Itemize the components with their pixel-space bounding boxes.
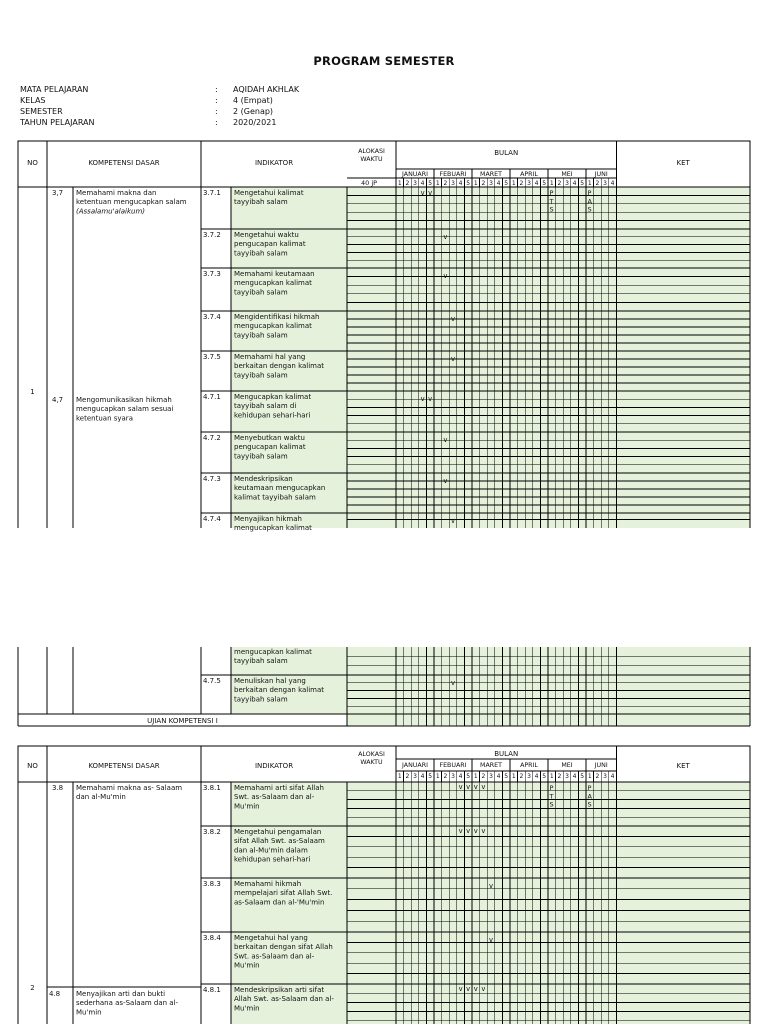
header-week: 3 (603, 773, 607, 780)
header-no: NO (27, 762, 38, 770)
header-jp: 40 jP (361, 179, 378, 187)
meta-value: 2020/2021 (233, 118, 277, 127)
indicator-code: 4.8.1 (203, 986, 221, 994)
meta-key: KELAS (20, 96, 46, 105)
header-week: 4 (610, 180, 615, 187)
check-mark: v (473, 783, 478, 791)
check-mark: v (428, 189, 433, 197)
indicator-text: berkaitan dengan sifat Allah (234, 943, 333, 952)
indicator-text: Mengetahui hal yang (234, 934, 308, 942)
check-mark: v (458, 827, 463, 835)
indicator-text: tayyibah salam (234, 331, 288, 340)
indicator-text: tayyibah salam (234, 198, 288, 207)
pts-letter: P (549, 784, 554, 792)
check-mark: v (458, 783, 463, 791)
header-week: 3 (451, 180, 455, 187)
check-mark: v (466, 985, 471, 993)
indicator-text: Allah Swt. as-Salaam dan al- (234, 995, 334, 1004)
header-week: 5 (542, 773, 547, 780)
header-week: 5 (428, 180, 433, 187)
meta-key: TAHUN PELAJARAN (20, 118, 95, 127)
indicator-text: dan al-Mu'min dalam (234, 846, 308, 855)
pas-letter: S (587, 205, 592, 214)
indicator-text: tayyibah salam (234, 657, 288, 666)
header-week: 4 (458, 773, 463, 780)
indicator-text: tayyibah salam di (234, 402, 297, 411)
indicator-text: mempelajari sifat Allah Swt. (234, 889, 333, 898)
kd-text: Menyajikan arti dan bukti (76, 990, 166, 998)
header-week: 5 (580, 180, 585, 187)
kd-text: mengucapkan salam sesuai (76, 405, 174, 414)
header-week: 5 (428, 773, 433, 780)
indicator-text: Menyebutkan waktu (234, 434, 305, 442)
indicator-text: tayyibah salam (234, 288, 288, 297)
pas-letter: P (587, 784, 592, 792)
header-week: 1 (511, 180, 516, 187)
indicator-code: 3.7.5 (203, 353, 221, 361)
header-waktu: WAKTU (360, 759, 383, 766)
pts-letter: S (549, 800, 554, 809)
header-week: 5 (466, 773, 471, 780)
indicator-code: 4.7.3 (203, 475, 221, 483)
indicator-text: Mu'min (234, 1004, 260, 1013)
indicator-code: 4.7.1 (203, 393, 221, 401)
pas-letter: S (587, 800, 592, 809)
pts-letter: P (549, 189, 554, 197)
indicator-text: Memahami arti sifat Allah (234, 784, 324, 792)
kd-text: Mengomunikasikan hikmah (76, 396, 172, 404)
header-month: MARET (480, 171, 502, 178)
indicator-text: tayyibah salam (234, 249, 288, 258)
header-week: 2 (519, 773, 524, 780)
indicator-text: Mengetahui kalimat (234, 189, 304, 197)
indicator-text: Menyajikan hikmah (234, 515, 302, 523)
indicator-text: mengucapkan kalimat (234, 524, 312, 533)
indicator-code: 3.7.2 (203, 231, 221, 239)
indicator-code: 3.8.2 (203, 828, 221, 836)
header-week: 4 (534, 180, 539, 187)
indicator-text: tayyibah salam (234, 695, 288, 704)
kd-text: Memahami makna as- Salaam (76, 784, 183, 792)
header-week: 1 (587, 180, 592, 187)
check-mark: v (443, 436, 448, 444)
indicator-text: Mu'min (234, 802, 260, 811)
header-month: JUNI (594, 171, 608, 178)
pts-letter: T (549, 792, 554, 801)
header-week: 1 (549, 773, 554, 780)
indicator-text: tayyibah salam (234, 452, 288, 461)
header-month: FEBUARI (439, 762, 467, 769)
check-mark: v (450, 355, 456, 363)
header-week: 3 (565, 180, 569, 187)
check-mark: v (473, 985, 478, 993)
indicator-text: kehidupan sehari-hari (234, 855, 311, 864)
header-week: 1 (435, 773, 440, 780)
header-week: 2 (557, 773, 562, 780)
header-week: 3 (527, 773, 531, 780)
header-bulan: BULAN (494, 149, 519, 157)
header-week: 5 (542, 180, 547, 187)
meta-key: MATA PELAJARAN (20, 85, 89, 94)
check-mark: v (420, 395, 425, 403)
header-week: 1 (473, 180, 478, 187)
indicator-code: 4.7.2 (203, 434, 221, 442)
check-mark: v (450, 315, 456, 323)
header-waktu: WAKTU (360, 156, 383, 163)
header-month: FEBUARI (439, 171, 467, 178)
header-bulan: BULAN (494, 750, 519, 758)
header-alokasi: ALOKASI (358, 148, 385, 155)
meta-value: AQIDAH AKHLAK (233, 85, 300, 94)
check-mark: v (450, 517, 456, 525)
header-month: JANUARI (402, 171, 428, 178)
meta-colon: : (215, 107, 218, 116)
kd-text: (Assalamu'alaikum) (76, 207, 146, 216)
header-week: 5 (504, 773, 509, 780)
indicator-code: 4.7.4 (203, 515, 221, 523)
indicator-text: tayyibah salam (234, 371, 288, 380)
header-week: 5 (466, 180, 471, 187)
header-week: 3 (565, 773, 569, 780)
check-mark: v (443, 477, 448, 485)
indicator-text: pengucapan kalimat (234, 240, 306, 249)
indicator-text: Swt. as-Salaam dan al- (234, 793, 315, 802)
header-week: 4 (534, 773, 539, 780)
indicator-code: 4.7.5 (203, 677, 221, 685)
indicator-text: Mengucapkan kalimat (234, 393, 312, 401)
check-mark: v (450, 679, 456, 687)
header-week: 1 (397, 773, 402, 780)
page-title: PROGRAM SEMESTER (313, 54, 455, 68)
check-mark: v (458, 985, 463, 993)
header-week: 4 (572, 180, 577, 187)
header-no: NO (27, 159, 38, 167)
header-week: 2 (443, 773, 448, 780)
header-week: 2 (557, 180, 562, 187)
header-week: 2 (481, 773, 486, 780)
check-mark: v (443, 233, 448, 241)
header-week: 2 (595, 773, 600, 780)
indicator-code: 3.8.4 (203, 934, 221, 942)
header-month: JUNI (594, 762, 608, 769)
indicator-text: mengucapkan kalimat (234, 322, 312, 331)
row-number: 2 (30, 984, 35, 992)
header-week: 1 (473, 773, 478, 780)
indicator-text: Mengetahui waktu (234, 231, 299, 239)
indicator-code: 3.7.4 (203, 313, 221, 321)
header-week: 3 (413, 180, 417, 187)
indicator-text: Swt. as-Salaam dan al- (234, 952, 315, 961)
header-week: 2 (405, 773, 410, 780)
header-week: 1 (587, 773, 592, 780)
header-week: 3 (489, 180, 493, 187)
indicator-text: Mengidentifikasi hikmah (234, 313, 320, 321)
pts-letter: S (549, 205, 554, 214)
indicator-text: berkaitan dengan kalimat (234, 686, 325, 695)
indicator-text: Menuliskan hal yang (234, 677, 306, 685)
meta-value: 4 (Empat) (233, 96, 273, 105)
meta-colon: : (215, 118, 218, 127)
indicator-text: berkaitan dengan kalimat (234, 362, 325, 371)
header-week: 4 (420, 180, 425, 187)
header-alokasi: ALOKASI (358, 751, 385, 758)
kd-code: 3,7 (52, 189, 64, 197)
check-mark: v (420, 189, 425, 197)
header-week: 4 (458, 180, 463, 187)
meta-colon: : (215, 96, 218, 105)
pas-letter: P (587, 189, 592, 197)
indicator-text: Mengetahui pengamalan (234, 828, 322, 836)
indicator-text: Memahami keutamaan (234, 270, 315, 278)
header-month: MARET (480, 762, 502, 769)
pas-letter: A (587, 197, 592, 206)
header-week: 2 (443, 180, 448, 187)
kd-text: ketentuan syara (76, 414, 133, 423)
check-mark: v (481, 827, 486, 835)
meta-key: SEMESTER (20, 107, 63, 116)
kd-text: dan al-Mu'min (76, 793, 126, 802)
header-week: 1 (397, 180, 402, 187)
header-month: APRIL (520, 171, 538, 178)
header-ket: KET (676, 159, 690, 167)
pts-letter: T (549, 197, 554, 206)
indicator-text: Mu'min (234, 961, 260, 970)
indicator-text: Memahami hikmah (234, 880, 302, 888)
check-mark: v (473, 827, 478, 835)
indicator-text: Memahami hal yang (234, 353, 306, 361)
header-week: 4 (610, 773, 615, 780)
header-week: 4 (496, 180, 501, 187)
indicator-code: 3.7.3 (203, 270, 221, 278)
header-kd: KOMPETENSI DASAR (88, 762, 160, 770)
indicator-text: Mendeskripsikan (234, 475, 293, 483)
header-ind: INDIKATOR (254, 762, 294, 770)
check-mark: v (481, 985, 486, 993)
kd-code: 4.8 (49, 990, 61, 998)
header-week: 3 (527, 180, 531, 187)
indicator-code: 3.7.1 (203, 189, 221, 197)
indicator-code: 3.8.3 (203, 880, 221, 888)
kd-text: Mu'min (76, 1008, 102, 1017)
header-week: 2 (405, 180, 410, 187)
header-week: 3 (603, 180, 607, 187)
indicator-text: keutamaan mengucapkan (234, 484, 326, 493)
header-week: 3 (413, 773, 417, 780)
header-month: APRIL (520, 762, 538, 769)
kd-code: 4,7 (52, 396, 64, 404)
indicator-text: kalimat tayyibah salam (234, 493, 316, 502)
meta-value: 2 (Genap) (233, 107, 274, 116)
check-mark: v (443, 272, 448, 280)
header-week: 4 (572, 773, 577, 780)
header-week: 3 (451, 773, 455, 780)
kd-code: 3.8 (52, 784, 64, 792)
header-week: 2 (519, 180, 524, 187)
header-ind: INDIKATOR (254, 159, 294, 167)
header-week: 5 (580, 773, 585, 780)
check-mark: v (488, 936, 494, 944)
header-ket: KET (676, 762, 690, 770)
pas-letter: A (587, 792, 592, 801)
header-kd: KOMPETENSI DASAR (88, 159, 160, 167)
check-mark: v (466, 783, 471, 791)
check-mark: v (481, 783, 486, 791)
indicator-text: Mendeskripsikan arti sifat (234, 986, 325, 994)
meta-colon: : (215, 85, 218, 94)
kd-text: ketentuan mengucapkan salam (76, 198, 187, 207)
header-week: 1 (435, 180, 440, 187)
indicator-text: mengucapkan kalimat (234, 279, 312, 288)
header-week: 4 (496, 773, 501, 780)
header-week: 4 (420, 773, 425, 780)
indicator-text: pengucapan kalimat (234, 443, 306, 452)
kd-text: sederhana as-Salaam dan al- (76, 999, 179, 1008)
header-month: JANUARI (402, 762, 428, 769)
row-number: 1 (30, 388, 35, 396)
kd-text: Memahami makna dan (76, 189, 157, 197)
indicator-text: as-Salaam dan al-'Mu'min (234, 898, 325, 907)
header-week: 2 (595, 180, 600, 187)
header-week: 3 (489, 773, 493, 780)
header-week: 1 (549, 180, 554, 187)
header-week: 5 (504, 180, 509, 187)
check-mark: v (488, 882, 494, 890)
ujian-label: UJIAN KOMPETENSI I (147, 717, 218, 725)
header-month: MEI (561, 762, 573, 769)
header-week: 2 (481, 180, 486, 187)
header-month: MEI (561, 171, 573, 178)
check-mark: v (428, 395, 433, 403)
header-week: 1 (511, 773, 516, 780)
indicator-text: kehidupan sehari-hari (234, 411, 311, 420)
indicator-text: sifat Allah Swt. as-Salaam (234, 837, 325, 846)
indicator-code: 3.8.1 (203, 784, 221, 792)
indicator-text: mengucapkan kalimat (234, 648, 312, 656)
check-mark: v (466, 827, 471, 835)
